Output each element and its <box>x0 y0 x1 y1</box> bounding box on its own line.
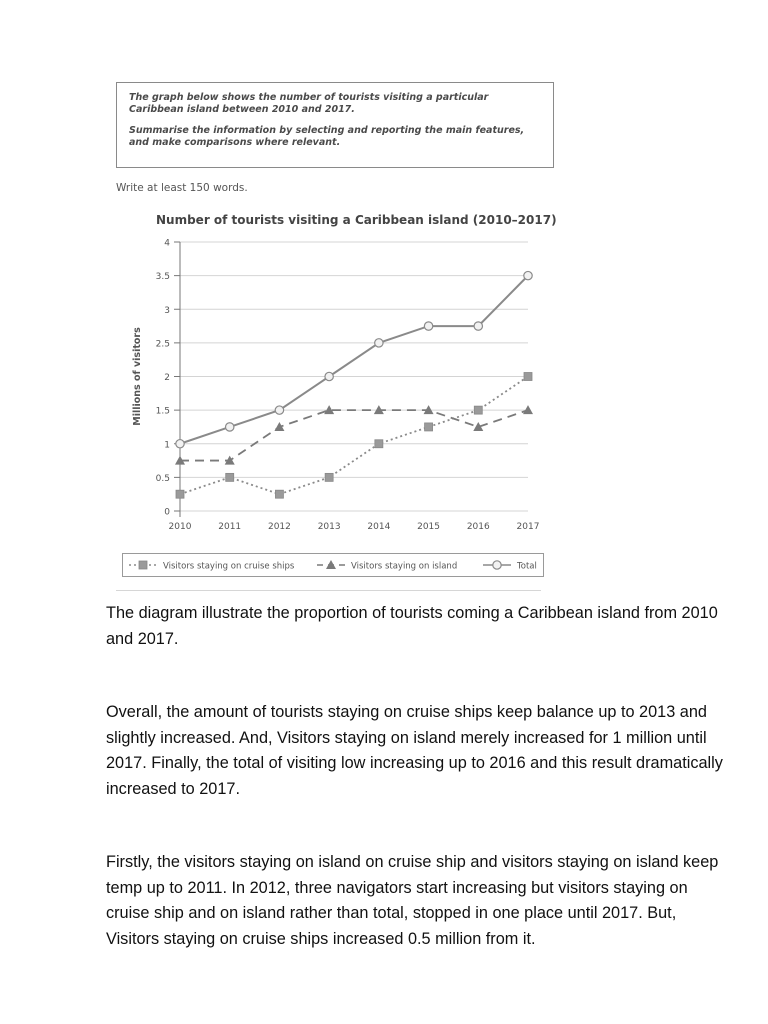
data-point <box>493 561 501 569</box>
data-point <box>275 406 283 414</box>
data-point <box>176 490 184 498</box>
series-line <box>180 276 528 444</box>
x-tick-label: 2013 <box>317 522 341 532</box>
legend-item <box>483 561 537 572</box>
divider <box>116 590 541 591</box>
legend-item <box>129 561 295 572</box>
y-tick-label: 1 <box>164 440 170 451</box>
essay-paragraph-3: Firstly, the visitors staying on island on cruise ship and visitors staying on island keep temp up to 2011. In 2012, three navigators start increasing but visitors staying on cruise ship and on island rather than total, stopped in one place until 2017. But, Visitors staying on cruise ships increased 0.5 million from it. <box>106 853 719 948</box>
y-tick-label: 2 <box>164 373 170 383</box>
chart-legend-graphic <box>123 554 543 576</box>
essay-body <box>106 601 726 952</box>
series-line <box>180 410 528 460</box>
task-prompt-line-1: The graph below shows the number of tourists visiting a particular Caribbean island between 2010 and 2017. <box>129 92 489 115</box>
x-tick-label: 2010 <box>168 522 192 532</box>
legend-label: Total <box>517 561 537 572</box>
data-point <box>524 373 532 381</box>
x-tick-label: 2014 <box>367 522 391 532</box>
chart-tick-labels <box>132 239 539 533</box>
data-point <box>226 423 234 431</box>
y-tick-label: 3.5 <box>155 272 170 283</box>
task-prompt-box <box>116 82 554 168</box>
series-circle <box>176 271 532 448</box>
chart-title: Number of tourists visiting a Caribbean island (2010–2017) <box>156 213 557 227</box>
essay-paragraph-1: The diagram illustrate the proportion of tourists coming a Caribbean island from 2010 and 2017. <box>106 604 718 648</box>
data-point <box>375 339 383 347</box>
y-tick-label: 0 <box>164 507 170 518</box>
y-tick-label: 0.5 <box>155 473 170 484</box>
y-tick-label: 2.5 <box>155 339 170 350</box>
line-chart <box>116 232 556 542</box>
word-count-instruction: Write at least 150 words. <box>116 182 248 194</box>
data-point <box>326 560 336 569</box>
data-point <box>325 372 333 380</box>
data-point <box>325 473 333 481</box>
data-point <box>176 440 184 448</box>
essay-paragraph-2: Overall, the amount of tourists staying on cruise ships keep balance up to 2013 and slightly increased. And, Visitors staying on island merely increased for 1 million until 2017. Finally, the total of visiting low increasing up to 2016 and this result dramatically increased to 2017. <box>106 703 723 798</box>
data-point <box>139 561 147 569</box>
y-axis-label: Millions of visitors <box>132 327 143 426</box>
data-point <box>474 406 482 414</box>
data-point <box>524 271 532 279</box>
chart-series <box>175 271 533 498</box>
legend-label: Visitors staying on island <box>351 561 458 572</box>
data-point <box>425 423 433 431</box>
data-point <box>226 473 234 481</box>
chart-grid <box>180 242 528 511</box>
legend-item <box>317 560 457 572</box>
chart-axes <box>174 242 180 517</box>
data-point <box>375 440 383 448</box>
x-tick-label: 2015 <box>417 522 441 532</box>
data-point <box>275 490 283 498</box>
chart-legend <box>122 553 544 577</box>
y-tick-label: 1.5 <box>155 406 170 417</box>
y-tick-label: 3 <box>164 305 170 316</box>
series-square <box>176 373 532 499</box>
y-tick-label: 4 <box>164 238 170 249</box>
task-prompt-line-2: Summarise the information by selecting and reporting the main features, and make comparisons where relevant. <box>129 125 525 148</box>
x-tick-label: 2012 <box>267 522 291 532</box>
x-tick-label: 2011 <box>218 522 242 532</box>
legend-label: Visitors staying on cruise ships <box>163 561 295 572</box>
data-point <box>474 322 482 330</box>
x-tick-label: 2017 <box>516 522 540 532</box>
x-tick-label: 2016 <box>466 522 490 532</box>
data-point <box>424 322 432 330</box>
